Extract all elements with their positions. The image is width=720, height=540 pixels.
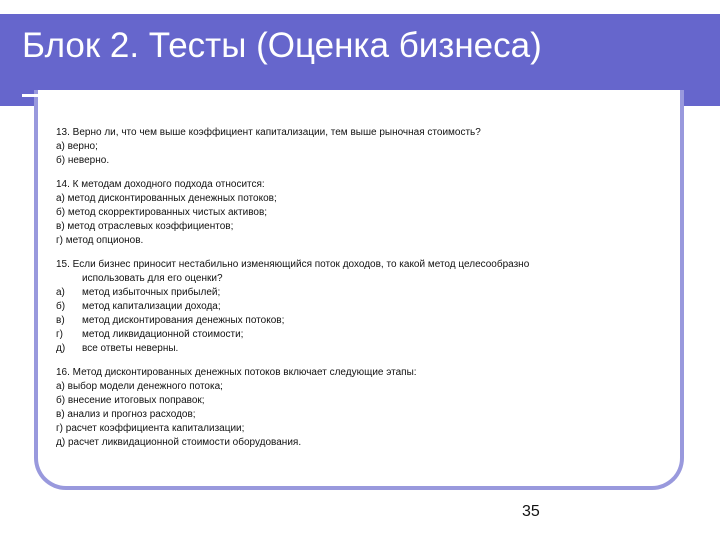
question-text-continuation: использовать для его оценки? xyxy=(82,273,223,284)
answer-option: б) неверно. xyxy=(56,155,110,166)
questions-list xyxy=(56,126,666,460)
option-letter: а) xyxy=(56,287,65,298)
option-letter: д) xyxy=(56,343,66,354)
title-underline xyxy=(22,94,635,97)
answer-option: в) метод отраслевых коэффициентов; xyxy=(56,221,234,232)
answer-option xyxy=(56,300,666,314)
question-15 xyxy=(56,258,666,356)
option-letter: в) xyxy=(56,315,65,326)
answer-option: г) метод опционов. xyxy=(56,235,144,246)
option-letter: б) xyxy=(56,301,66,312)
answer-option: а) метод дисконтированных денежных потоков; xyxy=(56,193,277,204)
page-number: 35 xyxy=(522,503,540,520)
question-14 xyxy=(56,178,666,248)
answer-option: д) расчет ликвидационной стоимости оборудования. xyxy=(56,437,302,448)
option-text: метод капитализации дохода; xyxy=(82,301,221,312)
question-text: 13. Верно ли, что чем выше коэффициент капитализации, тем выше рыночная стоимость? xyxy=(56,127,481,138)
answer-option xyxy=(56,342,666,356)
answer-option: в) анализ и прогноз расходов; xyxy=(56,409,196,420)
answer-option: г) расчет коэффициента капитализации; xyxy=(56,423,245,434)
option-text: метод избыточных прибылей; xyxy=(82,287,221,298)
option-text: метод ликвидационной стоимости; xyxy=(82,329,244,340)
answer-option: а) верно; xyxy=(56,141,98,152)
slide-title: Блок 2. Тесты (Оценка бизнеса) xyxy=(22,26,542,65)
answer-option: б) метод скорректированных чистых активов; xyxy=(56,207,268,218)
question-text: 16. Метод дисконтированных денежных потоков включает следующие этапы: xyxy=(56,367,417,378)
answer-option: б) внесение итоговых поправок; xyxy=(56,395,205,406)
option-text: метод дисконтирования денежных потоков; xyxy=(82,315,285,326)
option-letter: г) xyxy=(56,329,63,340)
question-16 xyxy=(56,366,666,450)
question-text: 14. К методам доходного подхода относится: xyxy=(56,179,265,190)
question-text: 15. Если бизнес приносит нестабильно изменяющийся поток доходов, то какой метод целесообразно xyxy=(56,259,530,270)
answer-option: а) выбор модели денежного потока; xyxy=(56,381,223,392)
answer-option xyxy=(56,286,666,300)
option-text: все ответы неверны. xyxy=(82,343,179,354)
answer-option xyxy=(56,328,666,342)
answer-option xyxy=(56,314,666,328)
question-13 xyxy=(56,126,666,168)
